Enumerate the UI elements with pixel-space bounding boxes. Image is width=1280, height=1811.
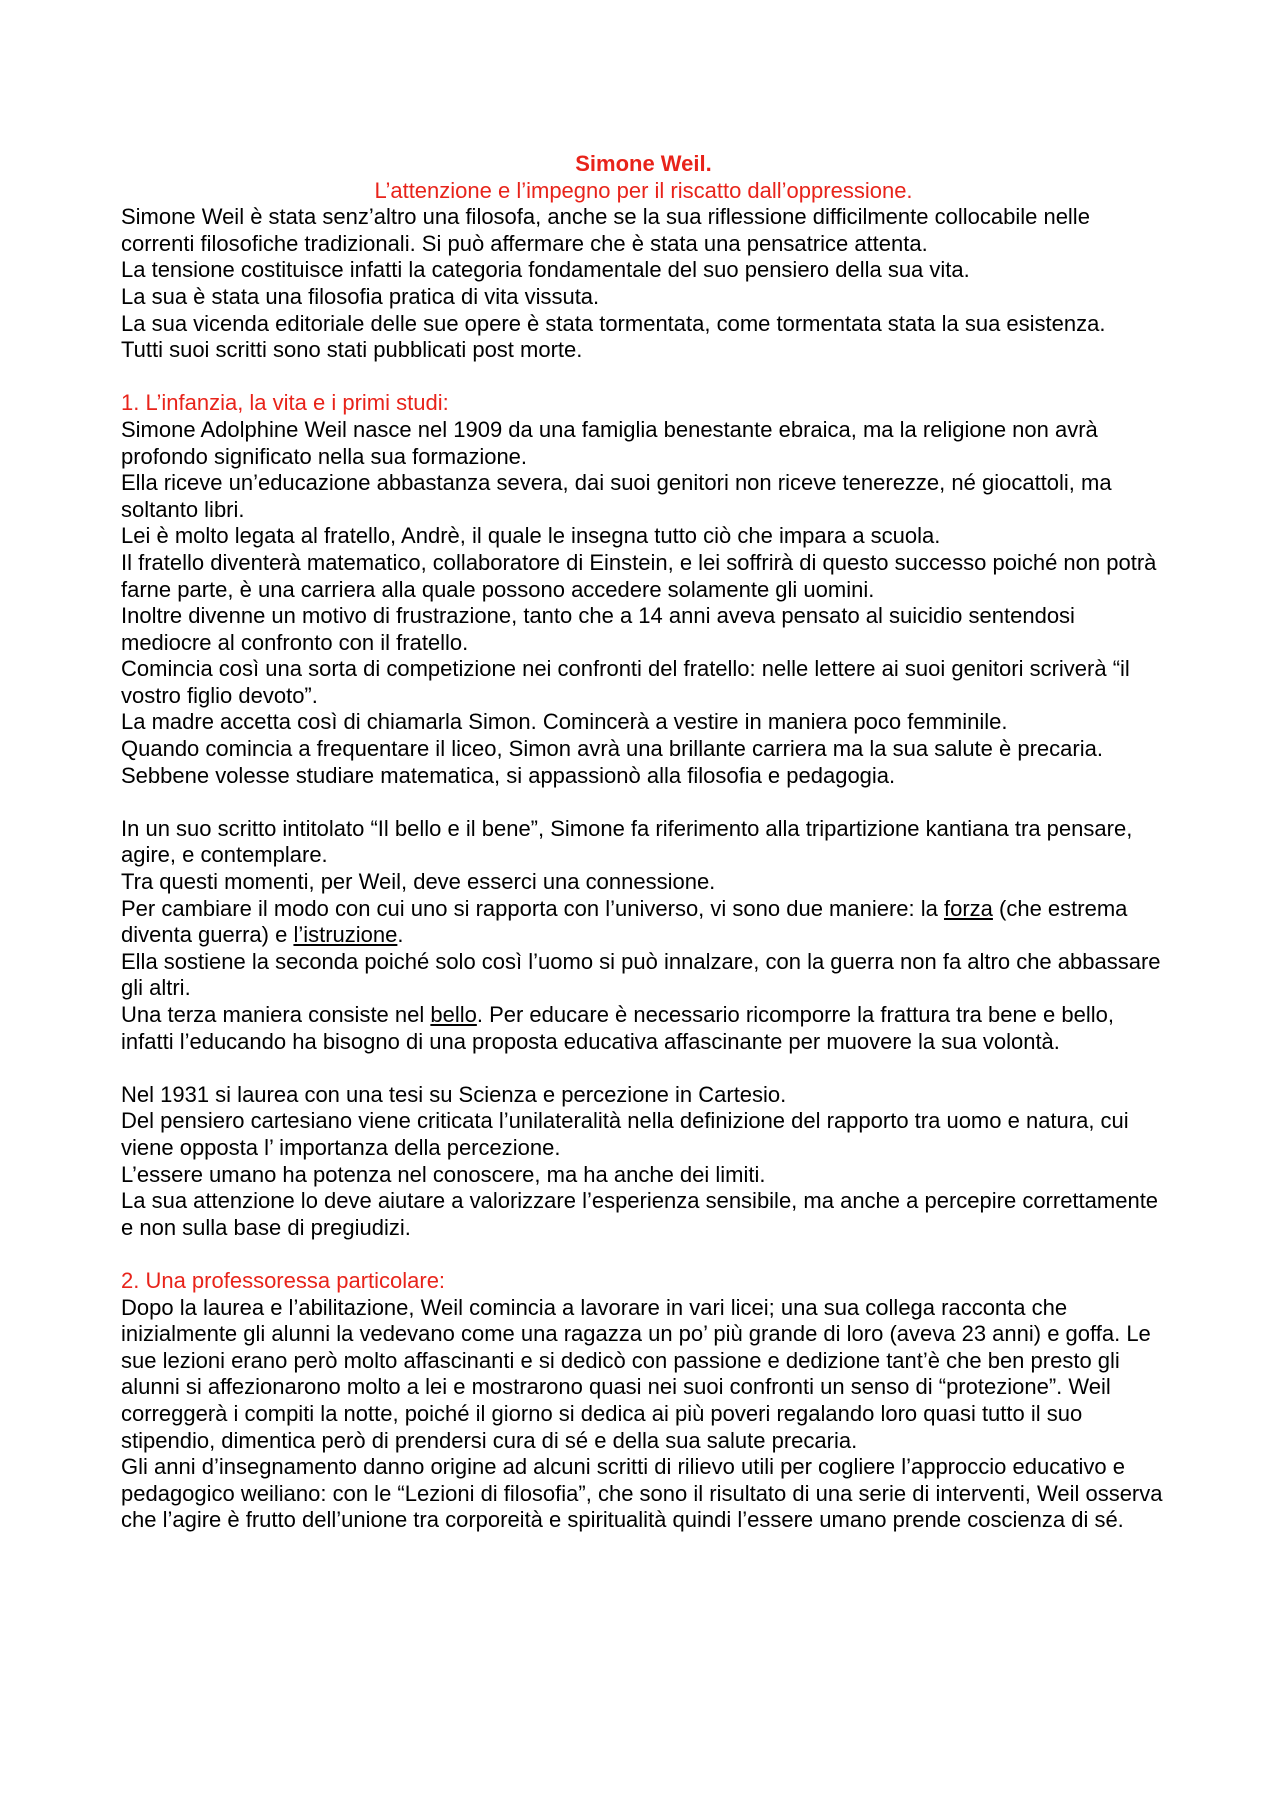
document-title: Simone Weil. xyxy=(575,151,712,176)
paragraph: Del pensiero cartesiano viene criticata l’unilateralità nella definizione del rapporto tra uomo e natura, cui viene opposta l’ importanza della percezione. xyxy=(121,1108,1129,1160)
paragraph: Sebbene volesse studiare matematica, si appassionò alla filosofia e pedagogia. xyxy=(121,762,896,788)
text-run: . xyxy=(397,922,404,948)
paragraph: Simone Weil è stata senz’altro una filosofa, anche se la sua riflessione difficilmente collocabile nelle correnti filosofiche tradizionali. Si può affermare che è stata una pensatrice attenta. xyxy=(121,204,1090,256)
document-subtitle: L’attenzione e l’impegno per il riscatto dall’oppressione. xyxy=(374,177,913,203)
paragraph: La sua attenzione lo deve aiutare a valorizzare l’esperienza sensibile, ma anche a percepire correttamente e non sulla base di pregiudizi. xyxy=(121,1188,1159,1240)
paragraph: Ella sostiene la seconda poiché solo così l’uomo si può innalzare, con la guerra non fa altro che abbassare gli altri. xyxy=(121,948,1161,1001)
paragraph xyxy=(121,1002,1166,1055)
paragraph: Inoltre divenne un motivo di frustrazione, tanto che a 14 anni aveva pensato al suicidio sentendosi mediocre al confronto con il fratello. xyxy=(121,603,1075,655)
paragraph: In un suo scritto intitolato “Il bello e il bene”, Simone fa riferimento alla tripartizione kantiana tra pensare, agire, e contemplare. xyxy=(121,815,1133,868)
paragraph: Nel 1931 si laurea con una tesi su Scienza e percezione in Cartesio. xyxy=(121,1081,787,1107)
text-run: . Per educare è necessario ricomporre la frattura tra bene e bello, infatti l’educando ha bisogno di una proposta educativa affascinante per muovere la sua volontà. xyxy=(121,1002,1114,1054)
paragraph: Dopo la laurea e l’abilitazione, Weil comincia a lavorare in vari licei; una sua collega racconta che inizialmente gli alunni la vedevano come una ragazza un po’ più grande di loro (aveva 23 anni) e goffa. Le sue lezioni erano però molto affascinanti e si dedicò con passione e dedizione tant’è che ben presto gli alunni si affezionarono molto a lei e mostrarono quasi nei suoi confronti un senso di “protezione”. Weil correggerà i compiti la notte, poiché il giorno si dedica ai più poveri regalando loro quasi tutto il suo stipendio, dimentica però di prendersi cura di sé e della sua salute precaria. xyxy=(121,1294,1151,1453)
text-run: (che estrema diventa guerra) e xyxy=(121,895,1128,948)
section-heading: 1. L’infanzia, la vita e i primi studi: xyxy=(121,390,449,416)
paragraph: La sua vicenda editoriale delle sue opere è stata tormentata, come tormentata stata la sua esistenza. xyxy=(121,310,1106,336)
text-run: Una terza maniera consiste nel xyxy=(121,1002,431,1027)
underlined-term-forza: forza xyxy=(943,895,993,921)
paragraph: Quando comincia a frequentare il liceo, Simon avrà una brillante carriera ma la sua salute è precaria. xyxy=(121,736,1103,762)
paragraph: Tra questi momenti, per Weil, deve esserci una connessione. xyxy=(121,869,716,895)
paragraph: La sua è stata una filosofia pratica di vita vissuta. xyxy=(121,283,600,309)
spacer xyxy=(121,1241,1166,1268)
spacer xyxy=(121,1055,1166,1082)
paragraph xyxy=(121,896,1166,949)
spacer xyxy=(121,789,1166,816)
paragraph: Il fratello diventerà matematico, collaboratore di Einstein, e lei soffrirà di questo successo poiché non potrà farne parte, è una carriera alla quale possono accedere solamente gli uomini. xyxy=(121,549,1157,602)
paragraph: Gli anni d’insegnamento danno origine ad alcuni scritti di rilievo utili per cogliere l’approccio educativo e pedagogico weiliano: con le “Lezioni di filosofia”, che sono il risultato di una serie di interventi, Weil osserva che l’agire è frutto dell’unione tra corporeità e spiritualità quindi l’essere umano prende coscienza di sé. xyxy=(121,1454,1163,1533)
paragraph: L’essere umano ha potenza nel conoscere, ma ha anche dei limiti. xyxy=(121,1161,766,1187)
underlined-term-bello: bello xyxy=(430,1002,477,1027)
paragraph: La madre accetta così di chiamarla Simon. Comincerà a vestire in maniera poco femminile. xyxy=(121,709,1008,735)
paragraph: Ella riceve un’educazione abbastanza severa, dai suoi genitori non riceve tenerezze, né giocattoli, ma soltanto libri. xyxy=(121,470,1112,522)
spacer xyxy=(121,364,1166,391)
paragraph: Tutti suoi scritti sono stati pubblicati post morte. xyxy=(121,337,583,363)
paragraph: Comincia così una sorta di competizione nei confronti del fratello: nelle lettere ai suoi genitori scriverà “il vostro figlio devoto”. xyxy=(121,656,1130,708)
paragraph: Simone Adolphine Weil nasce nel 1909 da una famiglia benestante ebraica, ma la religione non avrà profondo significato nella sua formazione. xyxy=(121,416,1098,469)
paragraph: La tensione costituisce infatti la categoria fondamentale del suo pensiero della sua vita. xyxy=(121,257,970,283)
document-page xyxy=(121,151,1166,1534)
paragraph: Lei è molto legata al fratello, Andrè, il quale le insegna tutto ciò che impara a scuola. xyxy=(121,523,941,549)
underlined-term-istruzione: l’istruzione xyxy=(293,922,398,948)
text-run: Per cambiare il modo con cui uno si rapporta con l’universo, vi sono due maniere: la xyxy=(121,895,944,921)
section-heading: 2. Una professoressa particolare: xyxy=(121,1267,446,1293)
